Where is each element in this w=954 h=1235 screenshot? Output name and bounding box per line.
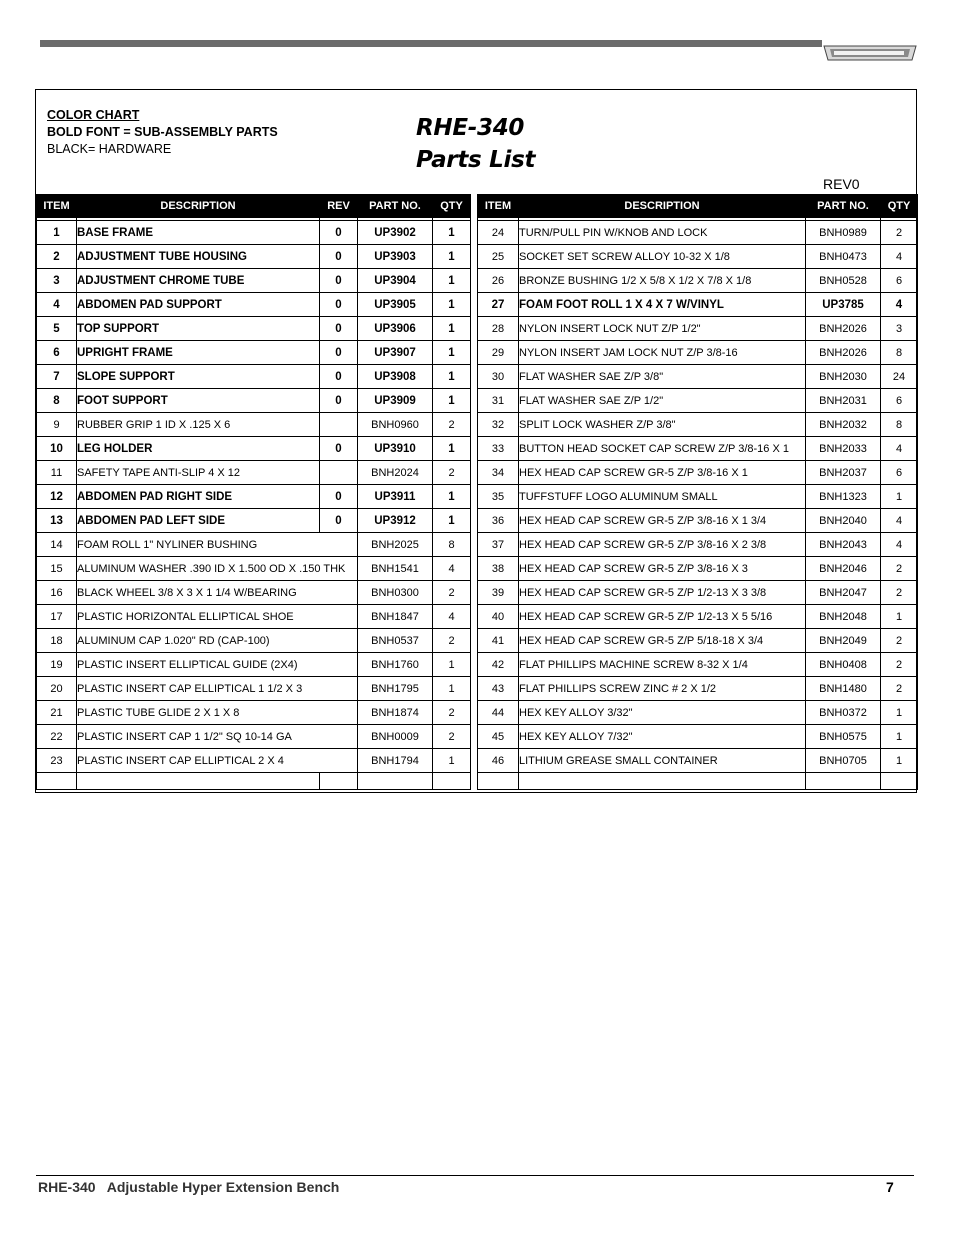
- footer-title: RHE-340 Adjustable Hyper Extension Bench: [38, 1179, 340, 1195]
- part-description: NYLON INSERT JAM LOCK NUT Z/P 3/8-16: [519, 341, 806, 365]
- table-row: [37, 293, 471, 317]
- table-row: [478, 701, 918, 725]
- table-row: [478, 629, 918, 653]
- table-row: [478, 269, 918, 293]
- blank-cell: [519, 773, 806, 790]
- part-description: ADJUSTMENT TUBE HOUSING: [77, 245, 320, 269]
- item-number: 39: [478, 581, 519, 605]
- item-number: 10: [37, 437, 77, 461]
- part-description: HEX HEAD CAP SCREW GR-5 Z/P 1/2-13 X 3 3/8: [519, 581, 806, 605]
- part-number: UP3908: [358, 365, 433, 389]
- table-row: [37, 389, 471, 413]
- part-description: HEX KEY ALLOY 7/32": [519, 725, 806, 749]
- color-chart: [47, 107, 278, 158]
- part-quantity: 4: [433, 605, 471, 629]
- part-quantity: 1: [433, 653, 471, 677]
- item-number: 40: [478, 605, 519, 629]
- part-revision: 0: [320, 365, 358, 389]
- part-description: HEX HEAD CAP SCREW GR-5 Z/P 5/18-18 X 3/4: [519, 629, 806, 653]
- item-number: 4: [37, 293, 77, 317]
- table-row: [37, 437, 471, 461]
- part-quantity: 4: [881, 533, 918, 557]
- part-quantity: 4: [433, 557, 471, 581]
- part-description: SLOPE SUPPORT: [77, 365, 320, 389]
- part-revision: 0: [320, 437, 358, 461]
- table-row: [37, 341, 471, 365]
- item-number: 18: [37, 629, 77, 653]
- item-number: 38: [478, 557, 519, 581]
- part-quantity: 1: [433, 365, 471, 389]
- part-number: BNH1541: [358, 557, 433, 581]
- part-description: FLAT WASHER SAE Z/P 1/2": [519, 389, 806, 413]
- part-description: ALUMINUM CAP 1.020" RD (CAP-100): [77, 629, 358, 653]
- table-row: [478, 221, 918, 245]
- table-row: [478, 341, 918, 365]
- part-revision: [320, 413, 358, 437]
- part-description: BLACK WHEEL 3/8 X 3 X 1 1/4 W/BEARING: [77, 581, 358, 605]
- part-quantity: 2: [881, 677, 918, 701]
- table-row: [478, 509, 918, 533]
- part-quantity: 4: [881, 293, 918, 317]
- part-number: BNH2049: [806, 629, 881, 653]
- part-description: HEX HEAD CAP SCREW GR-5 Z/P 3/8-16 X 2 3/8: [519, 533, 806, 557]
- part-quantity: 2: [433, 461, 471, 485]
- table-row: [37, 317, 471, 341]
- part-description: HEX HEAD CAP SCREW GR-5 Z/P 3/8-16 X 1 3/4: [519, 509, 806, 533]
- item-number: 3: [37, 269, 77, 293]
- page-title: [416, 112, 535, 176]
- part-quantity: 6: [881, 461, 918, 485]
- item-number: 46: [478, 749, 519, 773]
- item-number: 45: [478, 725, 519, 749]
- item-number: 5: [37, 317, 77, 341]
- footer-rule: [36, 1175, 914, 1176]
- blank-cell: [433, 773, 471, 790]
- part-number: BNH1480: [806, 677, 881, 701]
- part-quantity: 2: [433, 701, 471, 725]
- part-quantity: 2: [881, 653, 918, 677]
- part-quantity: 1: [881, 485, 918, 509]
- part-description: HEX HEAD CAP SCREW GR-5 Z/P 3/8-16 X 1: [519, 461, 806, 485]
- item-number: 9: [37, 413, 77, 437]
- part-description: TUFFSTUFF LOGO ALUMINUM SMALL: [519, 485, 806, 509]
- part-quantity: 1: [433, 293, 471, 317]
- parts-table-right: [477, 194, 918, 790]
- item-number: 30: [478, 365, 519, 389]
- part-number: BNH2048: [806, 605, 881, 629]
- table-row: [478, 485, 918, 509]
- item-number: 7: [37, 365, 77, 389]
- part-description: FLAT WASHER SAE Z/P 3/8": [519, 365, 806, 389]
- part-number: BNH2040: [806, 509, 881, 533]
- part-number: BNH2026: [806, 317, 881, 341]
- part-quantity: 1: [881, 605, 918, 629]
- part-description: ABDOMEN PAD SUPPORT: [77, 293, 320, 317]
- table-row: [478, 749, 918, 773]
- part-number: BNH1874: [358, 701, 433, 725]
- part-description: UPRIGHT FRAME: [77, 341, 320, 365]
- part-description: HEX HEAD CAP SCREW GR-5 Z/P 3/8-16 X 3: [519, 557, 806, 581]
- part-number: BNH2026: [806, 341, 881, 365]
- item-number: 15: [37, 557, 77, 581]
- item-number: 6: [37, 341, 77, 365]
- part-description: SAFETY TAPE ANTI-SLIP 4 X 12: [77, 461, 320, 485]
- part-number: BNH2024: [358, 461, 433, 485]
- part-number: BNH0528: [806, 269, 881, 293]
- part-quantity: 1: [433, 317, 471, 341]
- part-description: PLASTIC HORIZONTAL ELLIPTICAL SHOE: [77, 605, 358, 629]
- part-revision: 0: [320, 221, 358, 245]
- item-number: 33: [478, 437, 519, 461]
- item-number: 17: [37, 605, 77, 629]
- part-number: UP3904: [358, 269, 433, 293]
- blank-row: [37, 773, 471, 790]
- part-number: BNH0960: [358, 413, 433, 437]
- page-number: 7: [886, 1179, 894, 1195]
- part-number: BNH0009: [358, 725, 433, 749]
- table-row: [37, 725, 471, 749]
- item-number: 11: [37, 461, 77, 485]
- col-header-description: DESCRIPTION: [519, 194, 806, 218]
- blank-cell: [358, 773, 433, 790]
- part-description: PLASTIC INSERT ELLIPTICAL GUIDE (2X4): [77, 653, 358, 677]
- part-description: NYLON INSERT LOCK NUT Z/P 1/2": [519, 317, 806, 341]
- part-revision: 0: [320, 245, 358, 269]
- part-number: BNH2046: [806, 557, 881, 581]
- part-number: BNH2047: [806, 581, 881, 605]
- part-quantity: 2: [881, 557, 918, 581]
- part-quantity: 2: [433, 581, 471, 605]
- part-number: BNH0408: [806, 653, 881, 677]
- part-quantity: 8: [881, 341, 918, 365]
- item-number: 12: [37, 485, 77, 509]
- table-row: [37, 677, 471, 701]
- part-description: HEX KEY ALLOY 3/32": [519, 701, 806, 725]
- blank-cell: [478, 773, 519, 790]
- part-quantity: 6: [881, 269, 918, 293]
- part-quantity: 4: [881, 437, 918, 461]
- item-number: 28: [478, 317, 519, 341]
- part-description: ABDOMEN PAD RIGHT SIDE: [77, 485, 320, 509]
- table-row: [478, 557, 918, 581]
- part-quantity: 2: [433, 413, 471, 437]
- table-row: [37, 461, 471, 485]
- col-header-part-no: PART NO.: [806, 194, 881, 218]
- color-chart-heading: COLOR CHART: [47, 108, 140, 122]
- part-quantity: 1: [433, 509, 471, 533]
- col-header-qty: QTY: [881, 194, 918, 218]
- col-header-description: DESCRIPTION: [77, 194, 320, 218]
- part-number: BNH2043: [806, 533, 881, 557]
- part-description: FOOT SUPPORT: [77, 389, 320, 413]
- color-chart-bold-note: BOLD FONT = SUB-ASSEMBLY PARTS: [47, 125, 278, 139]
- item-number: 23: [37, 749, 77, 773]
- part-description: PLASTIC TUBE GLIDE 2 X 1 X 8: [77, 701, 358, 725]
- part-quantity: 2: [881, 629, 918, 653]
- part-revision: 0: [320, 341, 358, 365]
- table-row: [478, 413, 918, 437]
- part-quantity: 1: [433, 485, 471, 509]
- part-quantity: 2: [881, 221, 918, 245]
- color-chart-black-note: BLACK= HARDWARE: [47, 142, 172, 156]
- part-quantity: 1: [433, 221, 471, 245]
- part-description: FOAM ROLL 1" NYLINER BUSHING: [77, 533, 358, 557]
- part-description: LITHIUM GREASE SMALL CONTAINER: [519, 749, 806, 773]
- table-row: [37, 509, 471, 533]
- part-description: FLAT PHILLIPS SCREW ZINC # 2 X 1/2: [519, 677, 806, 701]
- part-description: BRONZE BUSHING 1/2 X 5/8 X 1/2 X 7/8 X 1/8: [519, 269, 806, 293]
- part-quantity: 3: [881, 317, 918, 341]
- part-revision: 0: [320, 485, 358, 509]
- table-row: [37, 581, 471, 605]
- table-row: [37, 629, 471, 653]
- item-number: 19: [37, 653, 77, 677]
- item-number: 14: [37, 533, 77, 557]
- item-number: 37: [478, 533, 519, 557]
- item-number: 44: [478, 701, 519, 725]
- table-header-row: [37, 194, 471, 218]
- part-description: RUBBER GRIP 1 ID X .125 X 6: [77, 413, 320, 437]
- table-row: [37, 653, 471, 677]
- part-number: UP3903: [358, 245, 433, 269]
- part-number: UP3906: [358, 317, 433, 341]
- table-row: [37, 413, 471, 437]
- part-quantity: 2: [433, 629, 471, 653]
- part-number: BNH2031: [806, 389, 881, 413]
- part-number: BNH2037: [806, 461, 881, 485]
- part-quantity: 2: [433, 725, 471, 749]
- col-header-item: ITEM: [478, 194, 519, 218]
- table-header-row: [478, 194, 918, 218]
- header-rule: [40, 40, 822, 47]
- item-number: 20: [37, 677, 77, 701]
- part-revision: 0: [320, 269, 358, 293]
- part-description: ABDOMEN PAD LEFT SIDE: [77, 509, 320, 533]
- part-quantity: 1: [433, 389, 471, 413]
- part-quantity: 1: [881, 725, 918, 749]
- table-row: [478, 677, 918, 701]
- table-row: [478, 389, 918, 413]
- item-number: 16: [37, 581, 77, 605]
- table-row: [478, 437, 918, 461]
- table-row: [478, 581, 918, 605]
- part-number: UP3912: [358, 509, 433, 533]
- part-quantity: 4: [881, 245, 918, 269]
- model-title: RHE-340: [416, 115, 525, 141]
- part-description: TURN/PULL PIN W/KNOB AND LOCK: [519, 221, 806, 245]
- part-quantity: 2: [881, 581, 918, 605]
- part-description: BUTTON HEAD SOCKET CAP SCREW Z/P 3/8-16 X 1: [519, 437, 806, 461]
- table-row: [37, 557, 471, 581]
- part-number: BNH1794: [358, 749, 433, 773]
- part-quantity: 1: [881, 701, 918, 725]
- item-number: 25: [478, 245, 519, 269]
- part-description: TOP SUPPORT: [77, 317, 320, 341]
- part-description: PLASTIC INSERT CAP ELLIPTICAL 1 1/2 X 3: [77, 677, 358, 701]
- part-description: FLAT PHILLIPS MACHINE SCREW 8-32 X 1/4: [519, 653, 806, 677]
- part-number: BNH1847: [358, 605, 433, 629]
- part-quantity: 1: [433, 749, 471, 773]
- item-number: 31: [478, 389, 519, 413]
- parts-list-title: Parts List: [416, 147, 536, 173]
- table-row: [37, 533, 471, 557]
- part-number: BNH0705: [806, 749, 881, 773]
- part-description: HEX HEAD CAP SCREW GR-5 Z/P 1/2-13 X 5 5/16: [519, 605, 806, 629]
- table-row: [37, 245, 471, 269]
- item-number: 8: [37, 389, 77, 413]
- table-row: [478, 533, 918, 557]
- part-revision: [320, 461, 358, 485]
- part-quantity: 1: [881, 749, 918, 773]
- part-number: BNH1323: [806, 485, 881, 509]
- part-description: PLASTIC INSERT CAP 1 1/2" SQ 10-14 GA: [77, 725, 358, 749]
- part-description: ALUMINUM WASHER .390 ID X 1.500 OD X .150 THK: [77, 557, 358, 581]
- table-row: [37, 221, 471, 245]
- item-number: 2: [37, 245, 77, 269]
- part-number: UP3907: [358, 341, 433, 365]
- blank-cell: [881, 773, 918, 790]
- part-quantity: 8: [881, 413, 918, 437]
- table-row: [37, 749, 471, 773]
- part-number: BNH2025: [358, 533, 433, 557]
- table-row: [37, 365, 471, 389]
- part-number: BNH1760: [358, 653, 433, 677]
- table-row: [478, 245, 918, 269]
- col-header-part-no: PART NO.: [358, 194, 433, 218]
- part-description: LEG HOLDER: [77, 437, 320, 461]
- table-row: [478, 365, 918, 389]
- part-number: BNH0537: [358, 629, 433, 653]
- part-number: BNH2033: [806, 437, 881, 461]
- col-header-qty: QTY: [433, 194, 471, 218]
- part-number: BNH2032: [806, 413, 881, 437]
- item-number: 21: [37, 701, 77, 725]
- item-number: 27: [478, 293, 519, 317]
- tuffstuff-logo: [822, 42, 918, 64]
- part-number: UP3902: [358, 221, 433, 245]
- parts-table-left: [36, 194, 471, 790]
- item-number: 35: [478, 485, 519, 509]
- part-quantity: 1: [433, 437, 471, 461]
- table-row: [478, 653, 918, 677]
- part-quantity: 6: [881, 389, 918, 413]
- part-number: BNH2030: [806, 365, 881, 389]
- table-row: [478, 605, 918, 629]
- col-header-rev: REV: [320, 194, 358, 218]
- table-row: [478, 293, 918, 317]
- item-number: 24: [478, 221, 519, 245]
- part-description: ADJUSTMENT CHROME TUBE: [77, 269, 320, 293]
- part-number: BNH0989: [806, 221, 881, 245]
- blank-cell: [320, 773, 358, 790]
- revision-label: REV0: [823, 176, 860, 192]
- part-description: PLASTIC INSERT CAP ELLIPTICAL 2 X 4: [77, 749, 358, 773]
- part-quantity: 1: [433, 341, 471, 365]
- table-row: [37, 605, 471, 629]
- item-number: 42: [478, 653, 519, 677]
- part-number: UP3911: [358, 485, 433, 509]
- table-row: [37, 485, 471, 509]
- table-row: [478, 461, 918, 485]
- part-number: BNH0473: [806, 245, 881, 269]
- table-row: [478, 317, 918, 341]
- part-revision: 0: [320, 293, 358, 317]
- part-quantity: 1: [433, 245, 471, 269]
- item-number: 26: [478, 269, 519, 293]
- table-row: [37, 701, 471, 725]
- item-number: 43: [478, 677, 519, 701]
- col-header-item: ITEM: [37, 194, 77, 218]
- part-number: BNH1795: [358, 677, 433, 701]
- part-description: SPLIT LOCK WASHER Z/P 3/8": [519, 413, 806, 437]
- item-number: 1: [37, 221, 77, 245]
- blank-cell: [37, 773, 77, 790]
- part-quantity: 4: [881, 509, 918, 533]
- item-number: 13: [37, 509, 77, 533]
- item-number: 36: [478, 509, 519, 533]
- item-number: 34: [478, 461, 519, 485]
- part-revision: 0: [320, 389, 358, 413]
- part-revision: 0: [320, 509, 358, 533]
- table-row: [478, 725, 918, 749]
- part-number: BNH0372: [806, 701, 881, 725]
- part-quantity: 1: [433, 677, 471, 701]
- part-number: BNH0300: [358, 581, 433, 605]
- part-description: FOAM FOOT ROLL 1 X 4 X 7 W/VINYL: [519, 293, 806, 317]
- item-number: 41: [478, 629, 519, 653]
- part-quantity: 24: [881, 365, 918, 389]
- table-row: [37, 269, 471, 293]
- blank-row: [478, 773, 918, 790]
- blank-cell: [806, 773, 881, 790]
- part-number: UP3905: [358, 293, 433, 317]
- part-number: UP3909: [358, 389, 433, 413]
- part-description: SOCKET SET SCREW ALLOY 10-32 X 1/8: [519, 245, 806, 269]
- part-description: BASE FRAME: [77, 221, 320, 245]
- blank-cell: [77, 773, 320, 790]
- item-number: 32: [478, 413, 519, 437]
- part-quantity: 8: [433, 533, 471, 557]
- part-number: BNH0575: [806, 725, 881, 749]
- part-quantity: 1: [433, 269, 471, 293]
- part-number: UP3785: [806, 293, 881, 317]
- part-number: UP3910: [358, 437, 433, 461]
- part-revision: 0: [320, 317, 358, 341]
- item-number: 22: [37, 725, 77, 749]
- item-number: 29: [478, 341, 519, 365]
